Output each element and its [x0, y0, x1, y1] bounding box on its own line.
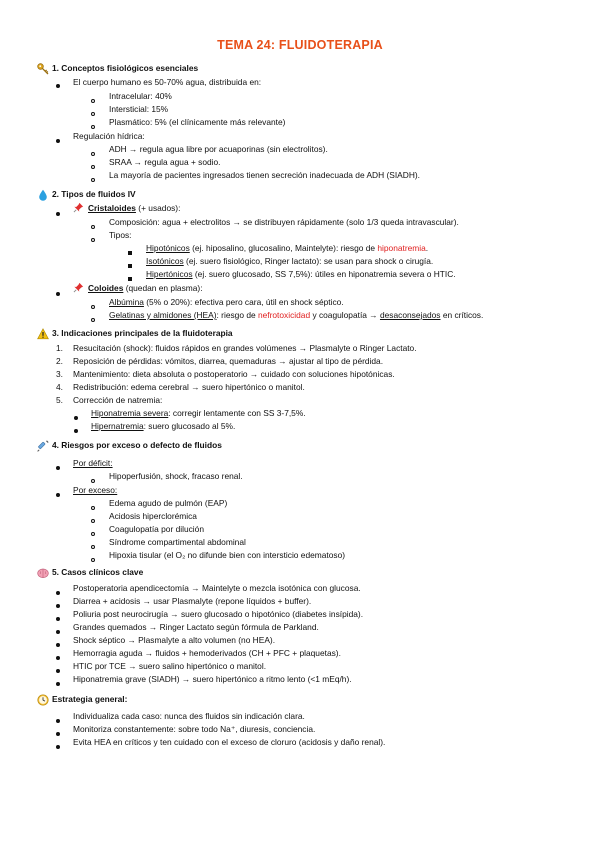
bullet [128, 277, 132, 281]
list-item: Poliuria post neurocirugía → suero glucosado o hipotónico (diabetes insípida). [73, 609, 364, 619]
list-item: Diarrea + acidosis → usar Plasmalyte (repone líquidos + buffer). [73, 596, 312, 606]
list-item: Corrección de natremia: [73, 395, 163, 405]
list-item: Reposición de pérdidas: vómitos, diarrea, quemaduras → ajustar al tipo de pérdida. [73, 356, 384, 366]
bullet [91, 225, 95, 229]
list-number: 5. [56, 395, 63, 405]
bullet [56, 643, 60, 647]
list-item: Intersticial: 15% [109, 104, 169, 114]
list-number: 3. [56, 369, 63, 379]
hipertonicos-desc: (ej. suero glucosado, SS 7,5%): útiles en hiponatremia severa o HTIC. [192, 269, 456, 279]
albumina-desc: (5% o 20%): efectiva pero cara, útil en shock séptico. [143, 297, 344, 307]
list-item: Composición: agua + electrolitos → se distribuyen rápidamente (solo 1/3 queda intravascular). [109, 217, 459, 227]
bullet [56, 682, 60, 686]
list-item: HTIC por TCE → suero salino hipertónico o manitol. [73, 661, 267, 671]
desaconsejados-label: desaconsejados [379, 310, 441, 320]
list-item [109, 309, 483, 322]
bullet [91, 178, 95, 182]
cristaloides-desc: (+ usados): [135, 203, 181, 213]
droplet-icon [37, 189, 49, 201]
page-title: TEMA 24: FLUIDOTERAPIA [217, 38, 383, 52]
list-item: Coagulopatía por dilución [109, 524, 204, 534]
bullet [56, 493, 60, 497]
list-item [73, 282, 203, 295]
clock-icon [37, 694, 49, 706]
bullet [56, 591, 60, 595]
list-item: Postoperatoria apendicectomía → Maintelyte o mezcla isotónica con glucosa. [73, 583, 361, 593]
cristaloides-label: Cristaloides [88, 203, 136, 213]
bullet [91, 558, 95, 562]
hiponatremia-severa-desc: : corregir lentamente con SS 3-7,5%. [168, 408, 306, 418]
bullet [56, 745, 60, 749]
gelatinas-label: Gelatinas y almidones (HEA) [109, 310, 217, 320]
section-1-heading [37, 62, 198, 75]
bullet [56, 669, 60, 673]
gelatinas-desc-3: en críticos. [440, 310, 484, 320]
list-item: La mayoría de pacientes ingresados tienen secreción inadecuada de ADH (SIADH). [109, 170, 420, 180]
albumina-label: Albúmina [109, 297, 144, 307]
section-3-title: 3. Indicaciones principales de la fluidoterapia [52, 328, 233, 338]
section-5-title: 5. Casos clínicos clave [52, 567, 144, 577]
hiponatremia-severa-label: Hiponatremia severa [91, 408, 169, 418]
brain-icon [37, 567, 49, 579]
section-3-heading [37, 327, 233, 340]
bullet [74, 429, 78, 433]
nefrotoxicidad-highlight: nefrotoxicidad [257, 310, 311, 320]
bullet [91, 125, 95, 129]
list-item: Síndrome compartimental abdominal [109, 537, 246, 547]
section-2-title: 2. Tipos de fluidos IV [52, 189, 136, 199]
bullet [56, 732, 60, 736]
list-item: Por déficit: [73, 458, 113, 468]
list-item: Hiponatremia grave (SIADH) → suero hipertónico a ritmo lento (<1 mEq/h). [73, 674, 352, 684]
list-item: Evita HEA en críticos y ten cuidado con el exceso de cloruro (acidosis y daño renal). [73, 737, 386, 747]
coloides-desc: (quedan en plasma): [123, 283, 203, 293]
list-item [91, 420, 235, 433]
hipernatremia-desc: : suero glucosado al 5%. [143, 421, 236, 431]
period: . [425, 243, 429, 253]
bullet [91, 238, 95, 242]
coloides-label: Coloides [88, 283, 124, 293]
bullet [91, 305, 95, 309]
pushpin-icon [73, 202, 84, 213]
list-number: 1. [56, 343, 63, 353]
list-item: Hipoxia tisular (el O₂ no difunde bien con intersticio edematoso) [109, 550, 346, 560]
section-2-heading [37, 188, 136, 201]
hipertonicos-label: Hipertónicos [146, 269, 193, 279]
list-item: Regulación hídrica: [73, 131, 145, 141]
bullet [56, 292, 60, 296]
list-number: 4. [56, 382, 63, 392]
list-item [73, 202, 180, 215]
list-item: Mantenimiento: dieta absoluta o postoperatorio → cuidado con soluciones hipotónicas. [73, 369, 395, 379]
list-item: Hemorragia aguda → fluidos + hemoderivados (CH + PFC + plaquetas). [73, 648, 341, 658]
list-item: SRAA → regula agua + sodio. [109, 157, 221, 167]
list-item: El cuerpo humano es 50-70% agua, distribuida en: [73, 77, 262, 87]
section-5-heading [37, 566, 143, 579]
hipotonicos-desc: (ej. hiposalino, glucosalino, Maintelyte): riesgo de [189, 243, 378, 253]
strategy-title: Estrategia general: [52, 694, 128, 704]
list-item: Monitoriza constantemente: sobre todo Na⁺, diuresis, conciencia. [73, 724, 316, 734]
bullet [91, 99, 95, 103]
list-item: Grandes quemados → Ringer Lactato según fórmula de Parkland. [73, 622, 319, 632]
bullet [56, 466, 60, 470]
list-item: Por exceso: [73, 485, 118, 495]
bullet [91, 519, 95, 523]
bullet [56, 212, 60, 216]
isotonicos-desc: (ej. suero fisiológico, Ringer lactato): se usan para shock o cirugía. [183, 256, 434, 266]
list-item: Shock séptico → Plasmalyte a alto volumen (no HEA). [73, 635, 276, 645]
bullet [56, 656, 60, 660]
hipotonicos-label: Hipotónicos [146, 243, 190, 253]
gelatinas-desc: : riesgo de [216, 310, 258, 320]
syringe-icon [37, 440, 49, 452]
list-item: ADH → regula agua libre por acuaporinas (sin electrolitos). [109, 144, 328, 154]
hiponatremia-highlight: hiponatremia [377, 243, 426, 253]
gelatinas-desc-2: y coagulopatía → [310, 310, 380, 320]
list-item [146, 255, 433, 268]
bullet [91, 506, 95, 510]
list-item [109, 296, 344, 309]
bullet [56, 80, 60, 93]
bullet [56, 139, 60, 143]
isotonicos-label: Isotónicos [146, 256, 184, 266]
section-1-title: 1. Conceptos fisiológicos esenciales [52, 63, 199, 73]
bullet [91, 165, 95, 169]
bullet [91, 532, 95, 536]
bullet [56, 630, 60, 634]
bullet [128, 251, 132, 255]
bullet [91, 152, 95, 156]
list-item [146, 242, 428, 255]
list-item: Tipos: [109, 230, 132, 240]
list-item [146, 268, 456, 281]
section-4-title: 4. Riesgos por exceso o defecto de fluidos [52, 440, 222, 450]
bullet [56, 604, 60, 608]
strategy-heading [37, 693, 127, 706]
bullet [128, 264, 132, 268]
bullet [91, 318, 95, 322]
list-item: Individualiza cada caso: nunca des fluidos sin indicación clara. [73, 711, 305, 721]
list-item: Hipoperfusión, shock, fracaso renal. [109, 471, 243, 481]
list-item [91, 407, 306, 420]
list-item: Edema agudo de pulmón (EAP) [109, 498, 228, 508]
hipernatremia-label: Hipernatremia [91, 421, 144, 431]
bullet [91, 112, 95, 116]
bullet [74, 416, 78, 420]
list-item: Plasmático: 5% (el clínicamente más relevante) [109, 117, 286, 127]
list-item: Intracelular: 40% [109, 91, 172, 101]
warning-icon [37, 328, 49, 340]
key-icon [37, 63, 49, 75]
section-4-heading [37, 439, 222, 452]
bullet [91, 479, 95, 483]
bullet [91, 545, 95, 549]
list-item: Resucitación (shock): fluidos rápidos en grandes volúmenes → Plasmalyte o Ringer Lactato. [73, 343, 417, 353]
list-item: Redistribución: edema cerebral → suero hipertónico o manitol. [73, 382, 305, 392]
bullet [56, 719, 60, 723]
list-number: 2. [56, 356, 63, 366]
bullet [56, 617, 60, 621]
pushpin-icon [73, 282, 84, 293]
list-item: Acidosis hiperclorémica [109, 511, 197, 521]
